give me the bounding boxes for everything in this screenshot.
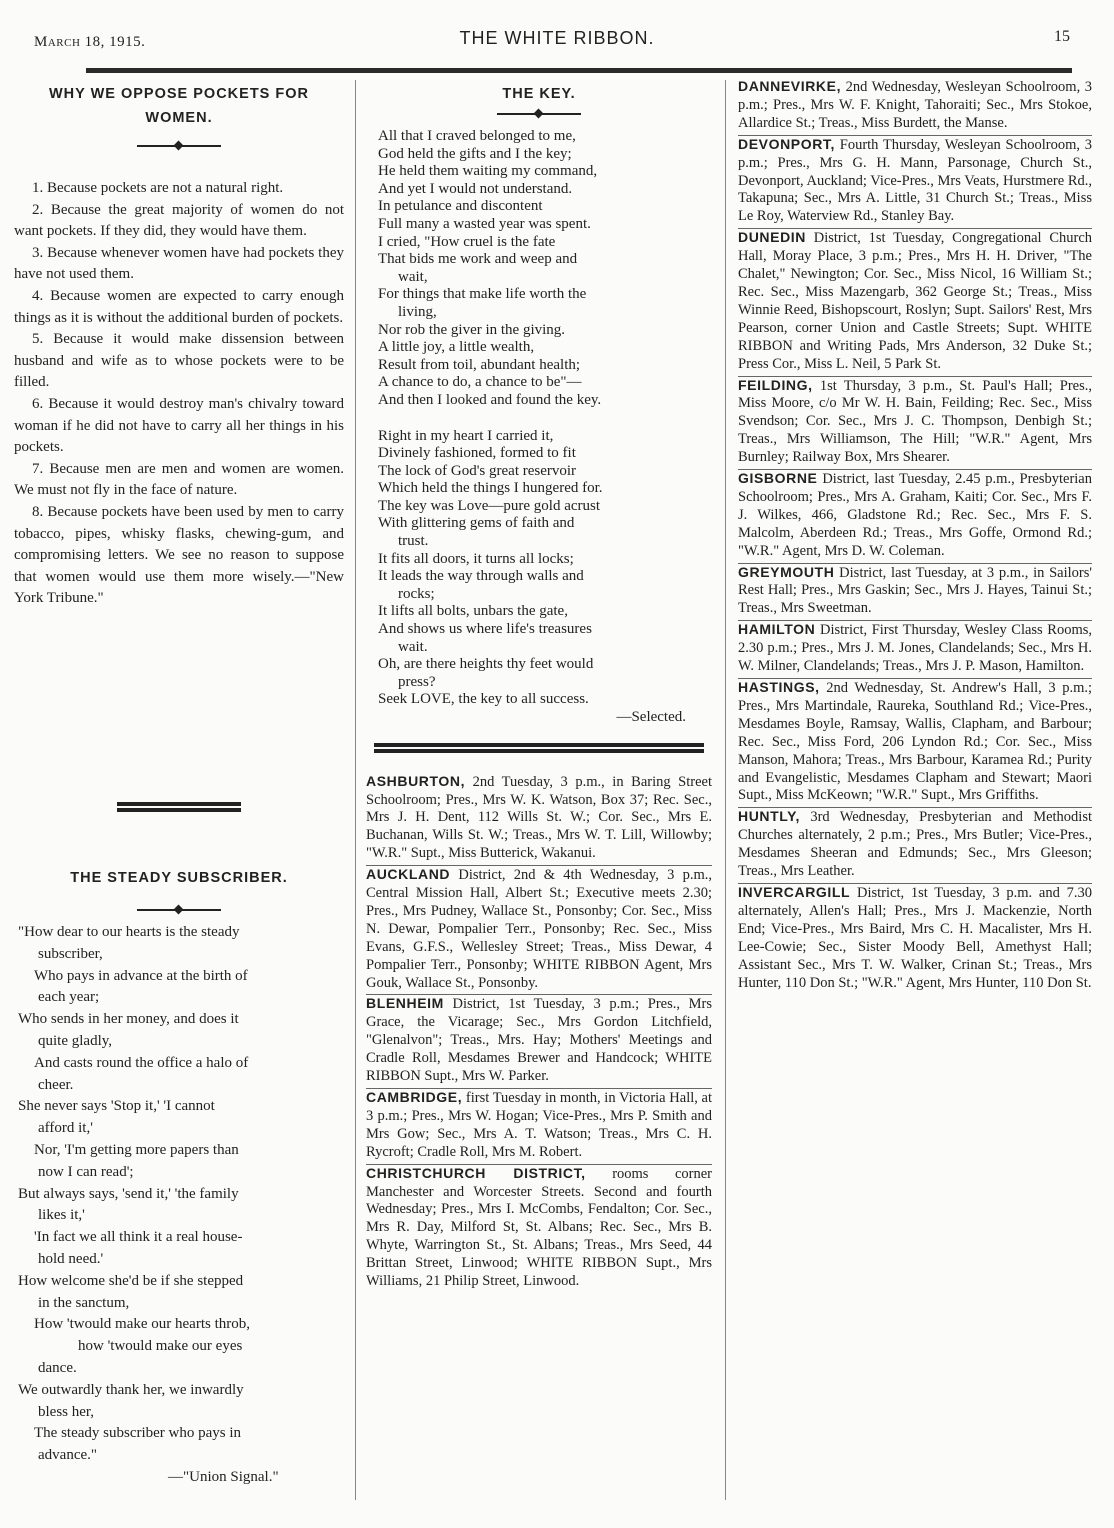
branch-name: AUCKLAND (366, 866, 451, 883)
directory-entry (738, 679, 1092, 808)
poem-line: It lifts all bolts, unbars the gate, (378, 603, 568, 620)
directory-entry (738, 136, 1092, 230)
branch-details: first Tuesday in month, in Victoria Hall, at 3 p.m.; Pres., Mrs W. Hogan; Vice-Pres., Mrs P. Smith and Mrs Gow; Sec., Mrs A. T. Watson; Treas., Mrs C. H. Rycroft; Cradle Roll, Mrs M. Robert. (366, 1090, 713, 1160)
poem-line: dance. (38, 1359, 77, 1376)
poem-line: trust. (398, 533, 429, 550)
poem-line: The key was Love—pure gold acrust (378, 497, 601, 514)
poem-line: For things that make life worth the (378, 286, 587, 303)
branch-name: CAMBRIDGE, (366, 1089, 463, 1105)
poem-title: THE KEY. (502, 86, 576, 102)
poem-line: in the sanctum, (38, 1294, 130, 1311)
poem-line: hold need.' (38, 1250, 104, 1267)
poem-line: living, (398, 303, 437, 320)
branch-details: rooms corner Manchester and Worcester Streets. Second and fourth Wednesday; Pres., Mrs I. McCombs, Fendalton; Cor. Sec., Mrs R. Day, Milford St, St. Albans; Rec. Sec., Mrs B. Whyte, Warrington St., St. Albans; Treas., Mrs Seed, 44 Brittan Street, Linwood; WHITE RIBBON Supt., Mrs Williams, 21 Philip Street, Linwood. (366, 1165, 712, 1290)
article-title: WHY WE OPPOSE POCKETS FOR WOMEN. (49, 86, 309, 126)
branch-details: 2nd Tuesday, 3 p.m., in Baring Street Schoolroom; Pres., Mrs W. K. Watson, Box 37; Rec. Sec., Mrs J. H. Dent, 112 Wills St. W.; Cor. Sec., Mrs E. Buchanan, Wills St. W.; Treas., Mrs W. T. Lill, Willowby; "W.R." Supt., Miss Butterick, Wakanui. (366, 773, 712, 862)
branch-details: District, last Tuesday, 2.45 p.m., Presbyterian Schoolroom; Pres., Mrs A. Graham, Kaiti; Cor. Sec., Mrs F. J. Wilkes, 466, Gladstone Rd.; Rec. Sec., Mrs F. S. Malcolm, Aberdeen Rd.; Treas., Mrs Goffe, Ormond Rd.; "W.R." Agent, Mrs D. W. Coleman. (738, 471, 1092, 559)
branch-name: CHRISTCHURCH DISTRICT, (366, 1164, 586, 1181)
poem-line: how 'twould make our eyes (78, 1338, 243, 1355)
poem-line: 'In fact we all think it a real house- (34, 1229, 243, 1246)
header-rule (86, 68, 1072, 73)
poem-line: wait. (398, 638, 428, 655)
poem-line: press? (398, 673, 436, 690)
poem-line: cheer. (38, 1076, 74, 1093)
article-paragraph: 7. Because men are men and women are women. We must not fly in the face of nature. (14, 460, 344, 499)
branch-details: 1st Thursday, 3 p.m., St. Paul's Hall; Pres., Miss Moore, c/o Mr W. H. Bain, Feilding; Rec. Sec., Miss Svendson; Cor. Sec., Mrs J. C. Thompson, Denbigh St.; Treas., Mrs Williamson, The Hill; "W.R." Agent, Mrs Burnley; Railway Box, Mrs Shearer. (738, 377, 1093, 466)
poem-line: "How dear to our hearts is the steady (18, 924, 240, 940)
directory-entry (738, 884, 1092, 994)
branch-details: District, First Thursday, Wesley Class Rooms, 2.30 p.m.; Pres., Mrs J. M. Jones, Clandelands; Sec., Mrs H. W. Milner, Clandelands; Treas., Mrs J. P. Mason, Hamilton. (738, 622, 1093, 675)
directory-entry (366, 773, 712, 867)
poem-line: Oh, are there heights thy feet would (378, 656, 594, 673)
directory-entry (738, 229, 1092, 376)
directory-entry (738, 377, 1092, 471)
branch-details: 3rd Wednesday, Presbyterian and Methodist Churches alternately, 2 p.m.; Pres., Mrs Butler; Vice-Pres., Mesdames Sheeran and Edmunds; Sec., Mrs Gleeson; Treas., Mrs Leather. (738, 809, 1093, 880)
column-middle (366, 78, 712, 1293)
directory-entry (366, 1165, 712, 1293)
steady-subscriber-section (14, 802, 344, 1489)
branch-details: District, 1st Tuesday, Congregational Church Hall, Moray Place, 3 p.m.; Pres., Mrs H. H. Driver, "The Chalet," Newington; Cor. Sec., Miss Nicol, 16 William St.; Rec. Sec., Miss Mazengarb, 362 George St.; Treas., Miss Winnie Reed, Bishopscourt, Roslyn; Supt. Sailors' Rest, Mrs Pearson, corner Union and Castle Streets; Supt. WHITE RIBBON and Writing Pads, Mrs Anderson, 32 Duke St.; Press Cor., Miss L. Neil, 5 Park St. (738, 230, 1093, 372)
directory-entry (366, 1089, 712, 1165)
article-paragraph: 2. Because the great majority of women do not want pockets. If they did, they would have them. (14, 201, 344, 240)
article-paragraph: 1. Because pockets are not a natural right. (32, 180, 284, 196)
branch-details: 2nd Wednesday, St. Andrew's Hall, 3 p.m.; Pres., Mrs Martindale, Raureka, Southland Rd.; Vice-Pres., Mesdames Boyle, Ramsay, Wallis, Clapham, and Barbour; Rec. Sec., Miss Ford, 206 Lyndon Rd.; Cor. Sec., Miss Manson, Mahora; Treas., Mrs Barbour, Karamea Rd.; Purity and Evangelistic, Mesdames Clapham and Stewart; Maori Supt., Miss McKeown; "W.R." Supt., Mrs Griffiths. (738, 680, 1092, 804)
poem-line: She never says 'Stop it,' 'I cannot (18, 1098, 215, 1115)
article-paragraph: 5. Because it would make dissension between husband and wife as to whose pockets were to be filled. (14, 331, 344, 391)
poem-title: THE STEADY SUBSCRIBER. (70, 870, 288, 886)
poem-line: All that I craved belonged to me, (378, 128, 576, 144)
branch-details: District, last Tuesday, at 3 p.m., in Sailors' Rest Hall; Pres., Mrs Gaskin; Sec., Mrs J. Hayes, Tainui St.; Treas., Mrs Sweetman. (738, 564, 1093, 617)
poem-line: Who sends in her money, and does it (18, 1011, 239, 1028)
branch-directory-middle (366, 773, 712, 1293)
key-poem (366, 128, 712, 727)
article-paragraph: 3. Because whenever women have had pockets they have not used them. (14, 244, 344, 283)
poem-line: advance." (38, 1447, 98, 1464)
poem-line: How welcome she'd be if she stepped (18, 1272, 244, 1289)
issue-date: March 18, 1915. (34, 34, 146, 50)
poem-line: Nor, 'I'm getting more papers than (34, 1141, 239, 1158)
poem-line: each year; (38, 989, 100, 1006)
poem-line: We outwardly thank her, we inwardly (18, 1381, 244, 1398)
article-paragraph: 6. Because it would destroy man's chivalry toward woman if he did not have to carry all her things in his pockets. (14, 395, 344, 456)
poem-line: likes it,' (38, 1207, 85, 1224)
branch-name: HASTINGS, (738, 679, 820, 695)
poem-line: rocks; (398, 585, 435, 602)
poem-line: Divinely fashioned, formed to fit (378, 445, 576, 462)
poem-line: quite gladly, (38, 1032, 113, 1049)
column-right (738, 78, 1092, 994)
branch-details: District, 2nd & 4th Wednesday, 3 p.m., Central Mission Hall, Albert St.; Executive meets 2.30; Pres., Mrs Pudney, Wallace St., Ponsonby; Cor. Sec., Miss N. Dewar, Pompalier Terr., Ponsonby; Rec. Sec., Miss Evans, G.F.S., Wellesley Street; Treas., Miss Dewar, 4 Pompalier Terr., Ponsonby; WHITE RIBBON Agent, Mrs Gouk, Wallace St., Ponsonby. (366, 867, 712, 991)
poem-line: A little joy, a little wealth, (378, 339, 535, 356)
directory-entry (738, 621, 1092, 679)
branch-details: District, 1st Tuesday, 3 p.m. and 7.30 alternately, Allen's Hall; Pres., Mrs J. Mackenzie, North End; Vice-Pres., Mrs Baird, Mrs C. H. Macalister, Mrs H. Lee-Cowie; Sec., Sister Moody Bell, Amethyst Hall; Assistant Sec., Mrs T. W. Walker, Crinan St.; Treas., Mrs Hunter, 110 Don St.; "W.R." Agent, Mrs Hunter, 110 Don St. (738, 884, 1093, 991)
poem-line: wait, (398, 268, 428, 285)
poem-line: subscriber, (38, 945, 103, 962)
branch-name: GISBORNE (738, 470, 818, 487)
pockets-title-block (14, 78, 344, 140)
poem-line: The lock of God's great reservoir (378, 462, 577, 479)
poem-line: With glittering gems of faith and (378, 515, 575, 532)
poem-line: I cried, "How cruel is the fate (378, 233, 556, 250)
publication-title: THE WHITE RIBBON. (459, 28, 655, 48)
column-divider (725, 80, 726, 1500)
directory-entry (738, 78, 1092, 136)
poem-line: A chance to do, a chance to be"— (378, 374, 582, 391)
directory-entry (738, 808, 1092, 884)
poem-line: Result from toil, abundant health; (378, 356, 581, 373)
poem-line: How 'twould make our hearts throb, (34, 1316, 250, 1333)
section-separator (374, 743, 704, 753)
poem-line: Right in my heart I carried it, (378, 427, 554, 444)
poem-line: That bids me work and weep and (378, 251, 578, 268)
branch-directory-right (738, 78, 1092, 994)
poem-line: It leads the way through walls and (378, 568, 584, 585)
branch-name: DANNEVIRKE, (738, 78, 842, 94)
poem-line: But always says, 'send it,' 'the family (18, 1185, 239, 1202)
column-divider (355, 80, 356, 1500)
branch-name: DEVONPORT, (738, 135, 836, 152)
branch-details: District, 1st Tuesday, 3 p.m.; Pres., Mrs Grace, the Vicarage; Sec., Mrs Gordon Litchfield, "Glenalvon"; Treas., Mrs. Hay; Mothers' Meetings and Cradle Roll, Mesdames Brewer and Handcock; WHITE RIBBON Supt., Mrs W. Parker. (366, 996, 712, 1085)
branch-name: ASHBURTON, (366, 772, 466, 789)
pockets-article-body (14, 178, 344, 610)
poem-line: And yet I would not understand. (378, 180, 573, 197)
poem-line: In petulance and discontent (378, 198, 543, 215)
article-paragraph: 4. Because women are expected to carry enough things as it is without the additional burden of pockets. (14, 287, 344, 326)
page-number: 15 (1054, 28, 1070, 45)
poem-line: Full many a wasted year was spent. (378, 215, 591, 232)
poem-line: He held them waiting my command, (378, 163, 598, 180)
branch-name: FEILDING, (738, 376, 813, 393)
poem-line: afford it,' (38, 1120, 93, 1137)
title-ornament (497, 108, 581, 120)
title-ornament (137, 904, 221, 916)
poem-line: It fits all doors, it turns all locks; (378, 550, 574, 567)
poem-line: And shows us where life's treasures (378, 621, 592, 638)
directory-entry (366, 995, 712, 1089)
section-separator (117, 802, 241, 812)
poem-line: Nor rob the giver in the giving. (378, 321, 566, 338)
directory-entry (366, 866, 712, 995)
branch-name: INVERCARGILL (738, 883, 851, 900)
branch-name: BLENHEIM (366, 995, 444, 1012)
poem-line: God held the gifts and I the key; (378, 145, 572, 162)
branch-details: 2nd Wednesday, Wesleyan Schoolroom, 3 p.m.; Pres., Mrs W. F. Knight, Tahoraiti; Sec., Mrs Stokoe, Allardice St.; Treas., Miss Burdett, the Manse. (738, 79, 1092, 131)
poem-line: Seek LOVE, the key to all success. (378, 691, 589, 708)
poem-line: And then I looked and found the key. (378, 391, 602, 408)
branch-name: DUNEDIN (738, 229, 806, 246)
branch-details: Fourth Thursday, Wesleyan Schoolroom, 3 p.m.; Pres., Mrs G. H. Mann, Parsonage, Church St., Devonport, Auckland; Vice-Pres., Mrs Veats, Hurstmere Rd., Takapuna; Sec., Mrs A. Little, 31 Church St.; Treas., Miss Le Roy, Waterview Rd., Stanley Bay. (738, 136, 1093, 225)
poem-line: Which held the things I hungered for. (378, 480, 603, 497)
column-left (14, 78, 344, 1485)
poem-credit: —Selected. (616, 709, 686, 725)
branch-name: HAMILTON (738, 621, 816, 638)
subscriber-poem (14, 922, 344, 1489)
poem-line: bless her, (38, 1403, 95, 1420)
title-ornament (137, 140, 221, 152)
directory-entry (738, 564, 1092, 622)
article-paragraph: 8. Because pockets have been used by men to carry tobacco, pipes, whisky flasks, chewing-gum, and compromising letters. We see no reason to suppose that women would use them more wisely.—"New York Tribune." (14, 503, 344, 607)
poem-line: The steady subscriber who pays in (34, 1425, 242, 1442)
poem-line: now I can read'; (38, 1163, 134, 1180)
poem-line: Who pays in advance at the birth of (34, 967, 248, 984)
branch-name: HUNTLY, (738, 808, 801, 825)
poem-line: And casts round the office a halo of (34, 1054, 249, 1071)
poem-credit: —"Union Signal." (168, 1468, 279, 1485)
branch-name: GREYMOUTH (738, 563, 835, 580)
directory-entry (738, 470, 1092, 564)
running-header (34, 28, 1080, 54)
